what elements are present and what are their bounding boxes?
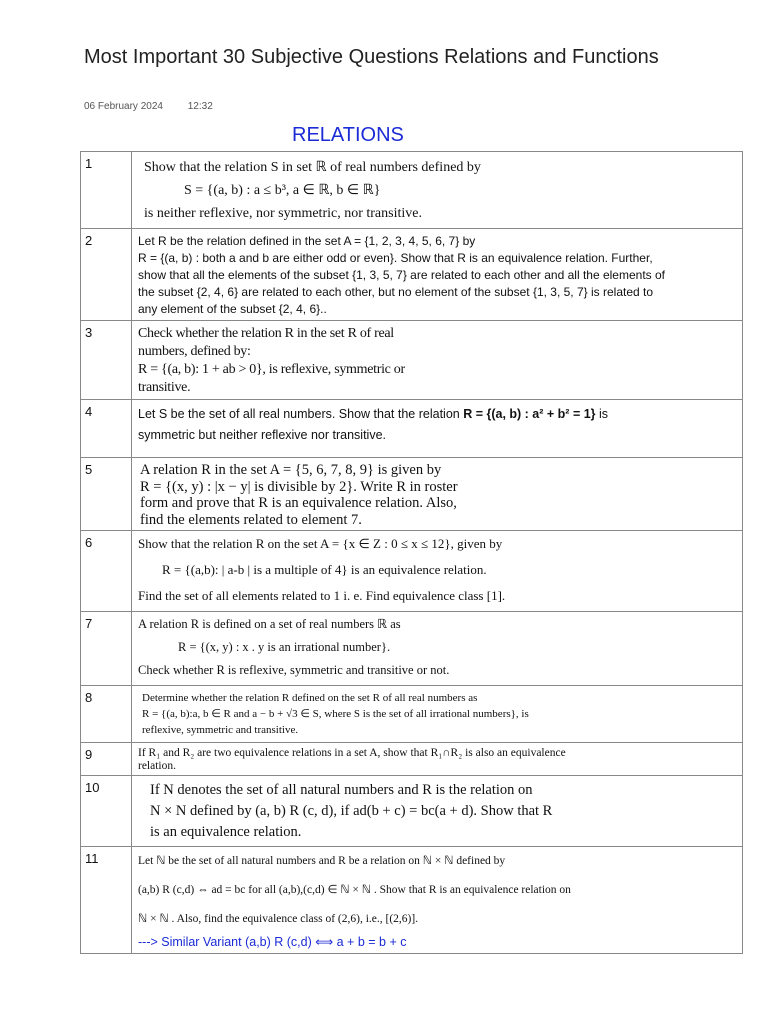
timestamp <box>84 101 213 112</box>
time-label: 12:32 <box>187 101 213 112</box>
question-text: Let R be the relation defined in the set A = {1, 2, 3, 4, 5, 6, 7} by R = {(a, b) : both a and b are either odd or even}. Show that R is an equivalence relation. Further, show that all the elements of the subset {1, 3, 5, 7} are related to each other and all the elements of the subset {2, 4, 6} are related to each other, but no element of the subset {1, 3, 5, 7} is related to any element of the subset {2, 4, 6}.. <box>132 229 743 321</box>
question-row <box>81 776 743 847</box>
question-row <box>81 847 743 954</box>
question-text: Determine whether the relation R defined on the set R of all real numbers as R = {(a, b):a, b ∈ R and a − b + √3 ∈ S, where S is the set of all irrational numbers}, is reflexive, symmetric and transitive. <box>132 686 743 743</box>
question-number: 7 <box>81 612 132 686</box>
question-row <box>81 686 743 743</box>
question-row <box>81 152 743 229</box>
question-row <box>81 458 743 531</box>
date-label: 06 February 2024 <box>84 101 163 112</box>
question-text: Show that the relation S in set ℝ of real numbers defined by S = {(a, b) : a ≤ b³, a ∈ ℝ, b ∈ ℝ} is neither reflexive, nor symmetric, nor transitive. <box>132 152 743 229</box>
questions-table <box>80 151 743 954</box>
question-text: If R₁ and R₂ are two equivalence relations in a set A, show that R₁∩R₂ is also an equivalence relation. <box>132 743 743 776</box>
question-number: 5 <box>81 458 132 531</box>
question-text: Show that the relation R on the set A = {x ∈ Z : 0 ≤ x ≤ 12}, given by R = {(a,b): | a-b | is a multiple of 4} is an equivalence relation. Find the set of all elements related to 1 i. e. Find equivalence class [1]. <box>132 531 743 612</box>
question-text: A relation R is defined on a set of real numbers ℝ as R = {(x, y) : x . y is an irrational number}. Check whether R is reflexive, symmetric and transitive or not. <box>132 612 743 686</box>
section-heading: RELATIONS <box>292 124 404 146</box>
question-row <box>81 400 743 458</box>
page-title: Most Important 30 Subjective Questions Relations and Functions <box>84 46 659 68</box>
question-number: 11 <box>81 847 132 954</box>
question-text: Let ℕ be the set of all natural numbers and R be a relation on ℕ × ℕ defined by (a,b) R (c,d) ⇔ ad = bc for all (a,b),(c,d) ∈ ℕ × ℕ . Show that R is an equivalence relation on ℕ × ℕ . Also, find the equivalence class of (2,6), i.e., [(2,6)]. ---> Similar Variant (a,b) R (c,d) ⟺ a + b = b + c <box>132 847 743 954</box>
question-number: 1 <box>81 152 132 229</box>
question-row <box>81 321 743 400</box>
question-number: 10 <box>81 776 132 847</box>
similar-variant-note: ---> Similar Variant (a,b) R (c,d) ⟺ a + b = b + c <box>138 935 407 949</box>
question-row <box>81 531 743 612</box>
question-text: If N denotes the set of all natural numbers and R is the relation on N × N defined by (a, b) R (c, d), if ad(b + c) = bc(a + d). Show that R is an equivalence relation. <box>132 776 743 847</box>
question-number: 6 <box>81 531 132 612</box>
question-row <box>81 612 743 686</box>
question-text: A relation R in the set A = {5, 6, 7, 8, 9} is given by R = {(x, y) : |x − y| is divisible by 2}. Write R in roster form and prove that R is an equivalence relation. Also, find the elements related to element 7. <box>132 458 743 531</box>
question-number: 2 <box>81 229 132 321</box>
question-row <box>81 743 743 776</box>
question-row <box>81 229 743 321</box>
question-number: 9 <box>81 743 132 776</box>
question-number: 3 <box>81 321 132 400</box>
question-text: Check whether the relation R in the set R of real numbers, defined by: R = {(a, b): 1 + ab > 0}, is reflexive, symmetric or transitive. <box>132 321 743 400</box>
question-number: 8 <box>81 686 132 743</box>
question-number: 4 <box>81 400 132 458</box>
question-text: Let S be the set of all real numbers. Show that the relation R = {(a, b) : a² + b² = 1} is symmetric but neither reflexive nor transitive. <box>132 400 743 458</box>
